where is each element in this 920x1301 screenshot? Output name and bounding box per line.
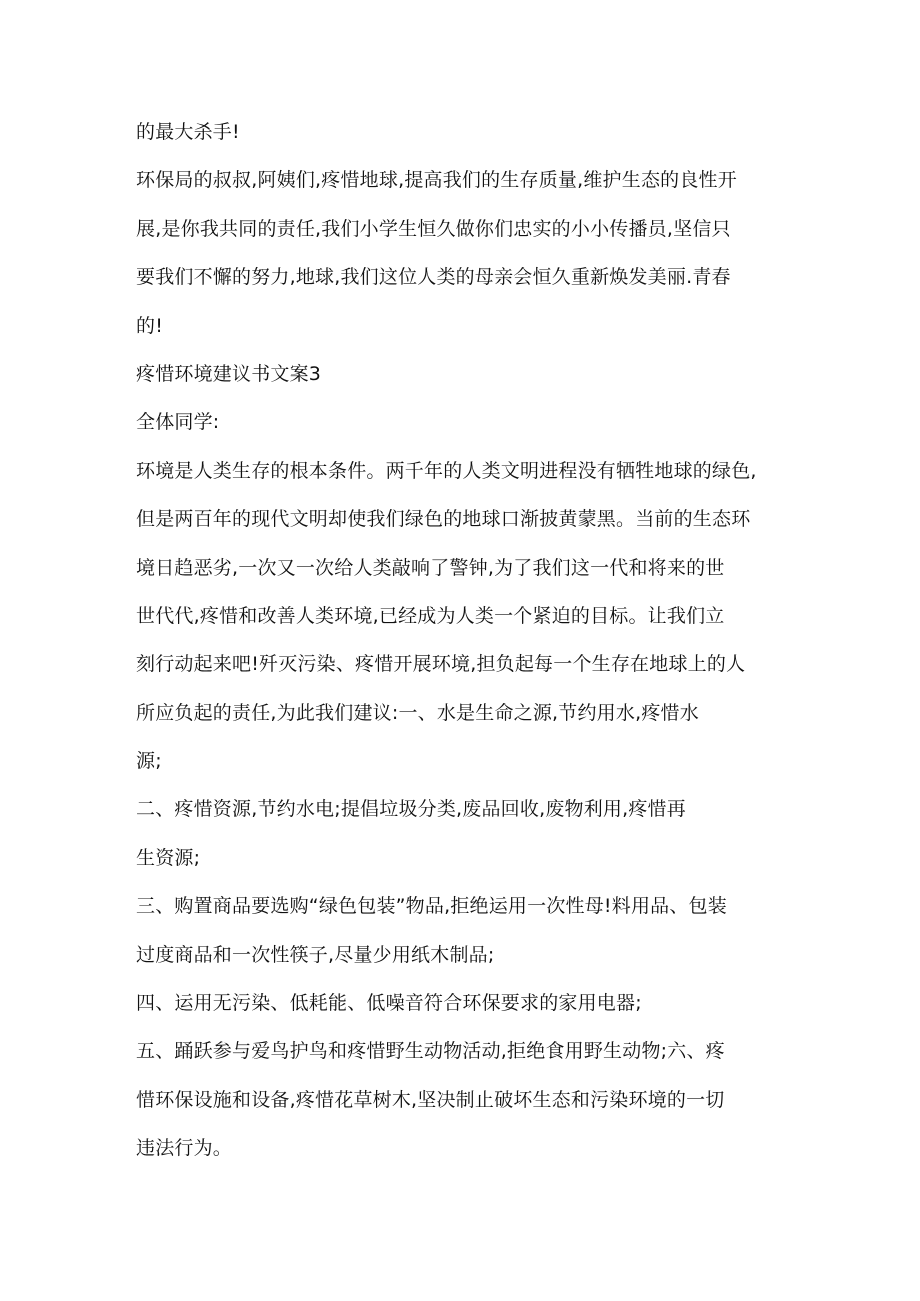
text-line: 四、运用无污染、低耗能、低噪音符合环保要求的家用电器;: [136, 992, 642, 1015]
section-heading: 疼惜环境建议书文案3: [136, 362, 322, 385]
text-line: 惜环保设施和设备,疼惜花草树木,坚决制止破坏生态和污染环境的一切: [136, 1088, 725, 1111]
salutation: 全体同学:: [136, 411, 220, 434]
text-line: 违法行为。: [136, 1137, 233, 1160]
text-line: 要我们不懈的努力,地球,我们这位人类的母亲会恒久重新焕发美丽.青春: [136, 266, 731, 289]
text-line: 的!: [136, 314, 164, 337]
text-line: 所应负起的责任,为此我们建议:一、水是生命之源,节约用水,疼惜水: [136, 701, 699, 724]
text-line: 三、购置商品要选购“绿色包装”物品,拒绝运用一次性母!料用品、包装: [136, 895, 727, 918]
text-line: 五、踊跃参与爱鸟护鸟和疼惜野生动物活动,拒绝食用野生动物;六、疼: [136, 1040, 725, 1063]
text-line: 过度商品和一次性筷子,尽量少用纸木制品;: [136, 943, 495, 966]
text-line: 的最大杀手!: [136, 121, 240, 143]
document-page: [136, 108, 796, 1173]
text-line: 环境是人类生存的根本条件。两千年的人类文明进程没有牺牲地球的绿色,: [136, 459, 757, 482]
text-line: 刻行动起来吧!歼灭污染、疼惜开展环境,担负起每一个生存在地球上的人: [136, 653, 746, 676]
text-line: 生资源;: [136, 846, 201, 869]
text-line: 但是两百年的现代文明却使我们绿色的地球口渐披黄蒙黑。当前的生态环: [136, 508, 751, 531]
text-line: 世代代,疼惜和改善人类环境,已经成为人类一个紧迫的目标。让我们立: [136, 604, 725, 627]
text-line: 二、疼惜资源,节约水电;提倡垃圾分类,废品回收,废物利用,疼惜再: [136, 798, 686, 821]
text-line: 源;: [136, 750, 162, 773]
text-line: 境日趋恶劣,一次又一次给人类敲响了警钟,为了我们这一代和将来的世: [136, 556, 725, 579]
text-line: 展,是你我共同的责任,我们小学生恒久做你们忠实的小小传播员,坚信只: [136, 217, 731, 240]
text-line: 环保局的叔叔,阿姨们,疼惜地球,提高我们的生存质量,维护生态的良性开: [136, 169, 737, 192]
